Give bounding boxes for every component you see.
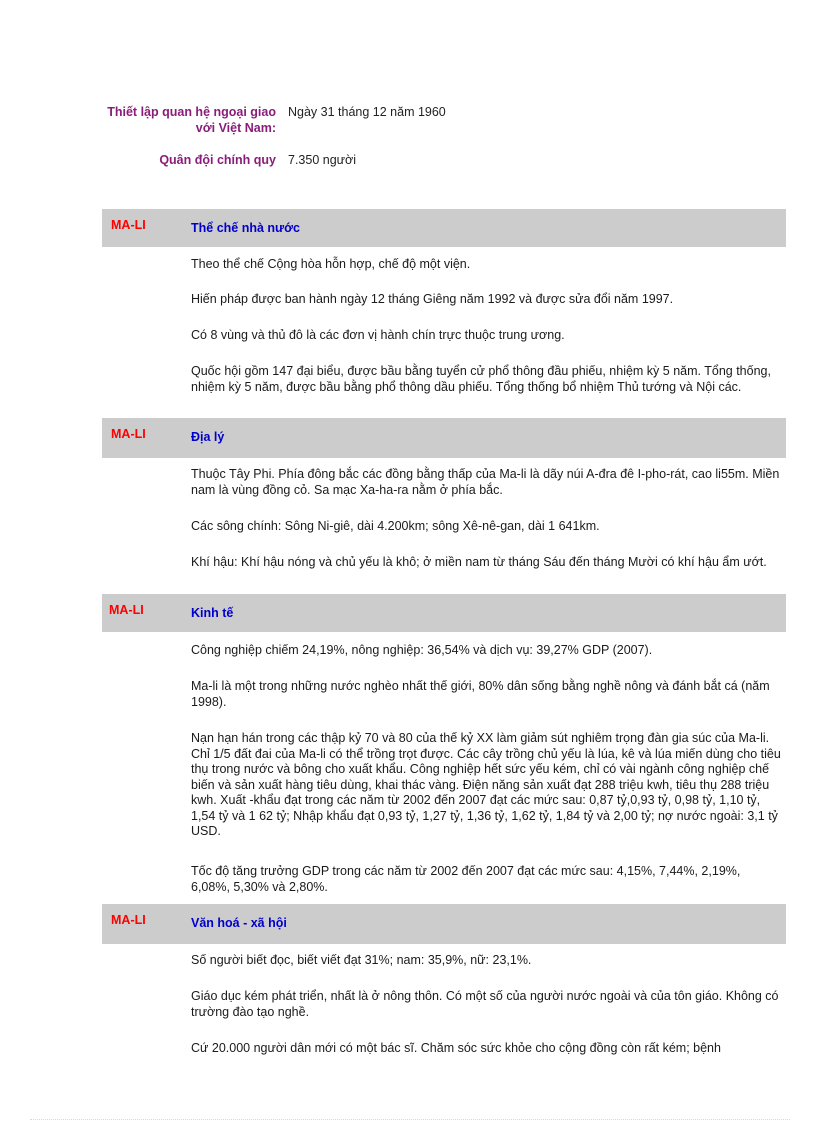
country-tag: MA-LI — [111, 427, 146, 441]
paragraph: Các sông chính: Sông Ni-giê, dài 4.200km; sông Xê-nê-gan, dài 1 641km. — [191, 519, 600, 533]
paragraph: Quốc hội gồm 147 đại biểu, được bầu bằng tuyển cử phổ thông đầu phiếu, nhiệm kỳ 5 năm. Tổng thống, nhiệm kỳ 5 năm, được bầu bằng phổ thông dầu phiếu. Tổng thống bổ nhiệm Thủ tướng và Nội các. — [191, 364, 771, 394]
section-header-economy — [102, 594, 786, 632]
country-tag: MA-LI — [111, 913, 146, 927]
section-header-culture — [102, 904, 786, 944]
paragraph: Tốc độ tăng trưởng GDP trong các năm từ 2002 đến 2007 đạt các mức sau: 4,15%, 7,44%, 2,19%, 6,08%, 5,30% và 2,80%. — [191, 864, 741, 894]
info-value: Ngày 31 tháng 12 năm 1960 — [288, 105, 446, 119]
paragraph: Có 8 vùng và thủ đô là các đơn vị hành chín trực thuộc trung ương. — [191, 328, 565, 342]
paragraph: Nạn hạn hán trong các thập kỷ 70 và 80 của thế kỷ XX làm giảm sút nghiêm trọng đàn gia súc của Ma-li. Chỉ 1/5 đất đai của Ma-li có thể trồng trọt được. Các cây trồng chủ yếu là lúa, kê và lúa miến dùng cho tiêu thụ trong nước và bông cho xuất khẩu. Công nghiệp hết sức yếu kém, chỉ có vài ngành công nghiệp chế biến và sản xuất hàng tiêu dùng, khai thác vàng. Điện năng sản xuất đạt 288 triệu kwh, tiêu thụ 288 triệu kwh. Xuất -khẩu đạt trong các năm từ 2002 đến 2007 đạt các mức sau: 0,87 tỷ,0,93 tỷ, 0,98 tỷ, 1,10 tỷ, 1,54 tỷ và 1 62 tỷ; Nhập khẩu đạt 0,93 tỷ, 1,27 tỷ, 1,36 tỷ, 1,62 tỷ, 1,84 tỷ và 2,00 tỷ; nợ nước ngoài: 3,1 tỷ USD. — [191, 731, 781, 838]
section-title: Thể chế nhà nước — [191, 221, 300, 235]
country-tag: MA-LI — [111, 218, 146, 232]
info-row-relations — [100, 104, 520, 150]
paragraph: Số người biết đọc, biết viết đạt 31%; nam: 35,9%, nữ: 23,1%. — [191, 953, 532, 967]
info-value: 7.350 người — [288, 153, 356, 167]
section-header-geography — [102, 418, 786, 458]
paragraph: Thuộc Tây Phi. Phía đông bắc các đồng bằng thấp của Ma-li là dãy núi A-đra đê I-pho-rát, cao li55m. Miền nam là vùng đồng cỏ. Sa mạc Xa-ha-ra nằm ở phía bắc. — [191, 467, 780, 497]
paragraph: Khí hậu: Khí hậu nóng và chủ yếu là khô; ở miền nam từ tháng Sáu đến tháng Mười có khí hậu ẩm ướt. — [191, 555, 767, 569]
paragraph: Giáo dục kém phát triển, nhất là ở nông thôn. Có một số của người nước ngoài và của tôn giáo. Không có trường đào tạo nghề. — [191, 989, 779, 1019]
paragraph: Hiến pháp được ban hành ngày 12 tháng Giêng năm 1992 và được sửa đổi năm 1997. — [191, 292, 674, 306]
section-title: Văn hoá - xã hội — [191, 916, 287, 930]
paragraph: Công nghiệp chiếm 24,19%, nông nghiệp: 36,54% và dịch vụ: 39,27% GDP (2007). — [191, 643, 653, 657]
info-row-army — [100, 152, 520, 182]
section-title: Địa lý — [191, 430, 225, 444]
paragraph: Theo thể chế Cộng hòa hỗn hợp, chế độ một viện. — [191, 257, 471, 271]
country-tag: MA-LI — [109, 603, 144, 617]
paragraph: Ma-li là một trong những nước nghèo nhất thế giới, 80% dân sống bằng nghề nông và đánh bắt cá (năm 1998). — [191, 679, 770, 709]
paragraph: Cứ 20.000 người dân mới có một bác sĩ. Chăm sóc sức khỏe cho cộng đồng còn rất kém; bệnh — [191, 1041, 721, 1055]
section-header-government — [102, 209, 786, 247]
section-title: Kinh tế — [191, 606, 234, 620]
info-label: Thiết lập quan hệ ngoại giao với Việt Nam: — [107, 105, 276, 135]
page-bottom-divider — [30, 1119, 790, 1120]
info-label: Quân đội chính quy — [159, 153, 276, 167]
